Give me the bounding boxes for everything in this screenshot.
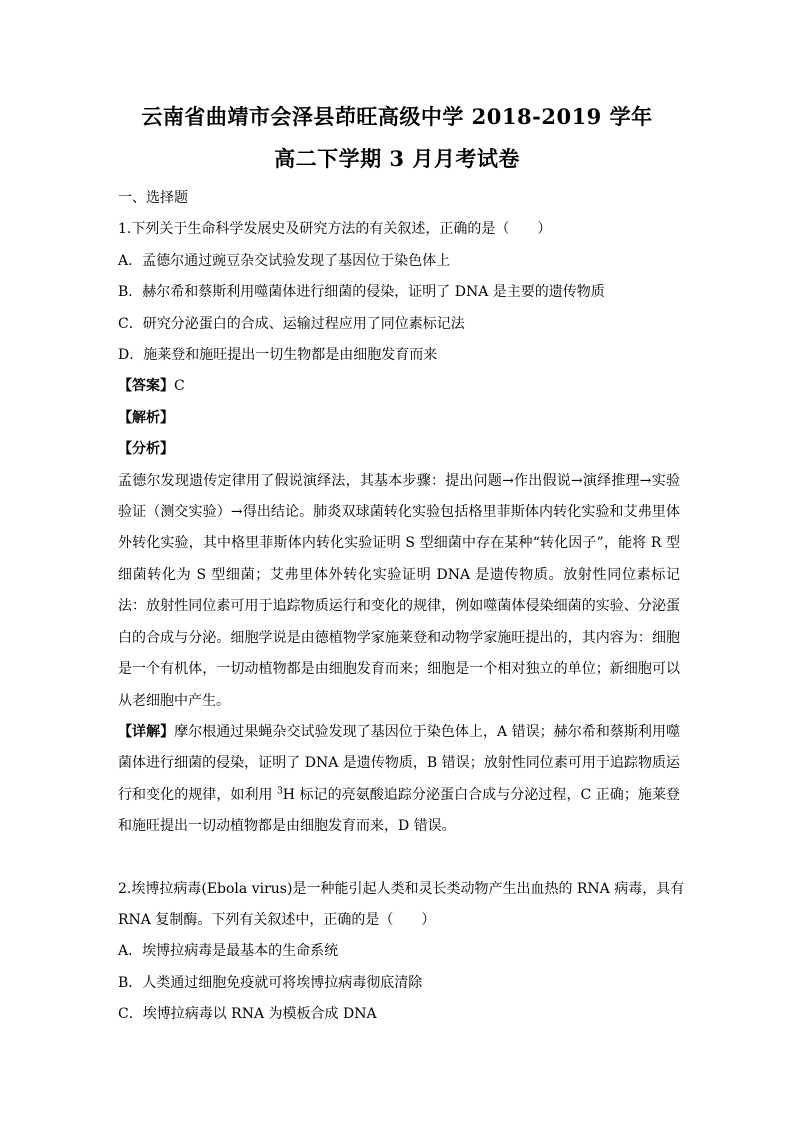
exam-title-line2: 高二下学期 3 月月考试卷 bbox=[274, 146, 520, 171]
section-heading: 一、选择题 bbox=[118, 190, 188, 206]
detail-text-part1: 摩尔根通过果蝇杂交试验发现了基因位于染色体上，A 错误；赫尔希和蔡斯利用噬菌体进行细菌的侵染，证明了 DNA 是遗传物质，B 错误；放射性同位素可用于追踪物质运行和变化的规律，如利用 bbox=[118, 723, 681, 803]
q1-analysis-tag: 【解析】 bbox=[118, 409, 174, 426]
q2-option-b: B．人类通过细胞免疫就可将埃博拉病毒彻底清除 bbox=[118, 974, 423, 991]
exam-content bbox=[118, 183, 685, 1031]
answer-value: C bbox=[174, 378, 185, 395]
q1-option-d: D．施莱登和施旺提出一切生物都是由细胞发育而来 bbox=[118, 347, 438, 364]
q2-stem-line1: 2.埃博拉病毒(Ebola virus)是一种能引起人类和灵长类动物产生出血热的 RNA 病毒，具有 bbox=[118, 880, 685, 897]
detail-text-part2: H 标记的亮氨酸追踪分泌蛋白合成与分泌过程，C 正确；施莱登和施旺提出一切动植物都是由细胞发育而来，D 错误。 bbox=[118, 786, 680, 835]
exam-title-line1: 云南省曲靖市会泽县茚旺高级中学 2018-2019 学年 bbox=[141, 104, 653, 129]
q1-fenxi-text: 孟德尔发现遗传定律用了假说演绎法，其基本步骤：提出问题→作出假说→演绎推理→实验验证（测交实验）→得出结论。肺炎双球菌转化实验包括格里菲斯体内转化实验和艾弗里体外转化实验，其中格里菲斯体内转化实验证明 S 型细菌中存在某种“转化因子”，能将 R 型细菌转化为 S 型细菌；艾弗里体外转化实验证明 DNA 是遗传物质。放射性同位素标记法：放射性同位素可用于追踪物质运行和变化的规律，例如噬菌体侵染细菌的实验、分泌蛋白的合成与分泌。细胞学说是由德植物学家施莱登和动物学家施旺提出的，其内容为：细胞是一个有机体，一切动植物都是由细胞发育而来；细胞是一个相对独立的单位；新细胞可以从老细胞中产生。 bbox=[118, 472, 680, 709]
q1-option-a: A．孟德尔通过豌豆杂交试验发现了基因位于染色体上 bbox=[118, 252, 451, 269]
q2-option-c: C．埃博拉病毒以 RNA 为模板合成 DNA bbox=[118, 1006, 377, 1023]
q1-option-c: C．研究分泌蛋白的合成、运输过程应用了同位素标记法 bbox=[118, 315, 465, 332]
q1-option-b: B．赫尔希和蔡斯利用噬菌体进行细菌的侵染，证明了 DNA 是主要的遗传物质 bbox=[118, 284, 605, 301]
q1-detail bbox=[118, 717, 680, 843]
q2-stem-line2: RNA 复制酶。下列有关叙述中，正确的是（ ） bbox=[118, 911, 436, 928]
q1-stem: 1.下列关于生命科学发展史及研究方法的有关叙述，正确的是（ ） bbox=[118, 221, 552, 238]
question-gap bbox=[118, 843, 680, 874]
answer-tag: 【答案】 bbox=[118, 378, 174, 395]
q1-fenxi-tag: 【分析】 bbox=[118, 441, 174, 458]
q2-option-a: A．埃博拉病毒是最基本的生命系统 bbox=[118, 943, 339, 960]
detail-superscript: 3 bbox=[277, 786, 283, 797]
detail-tag: 【详解】 bbox=[118, 723, 175, 740]
q1-answer bbox=[118, 371, 680, 402]
